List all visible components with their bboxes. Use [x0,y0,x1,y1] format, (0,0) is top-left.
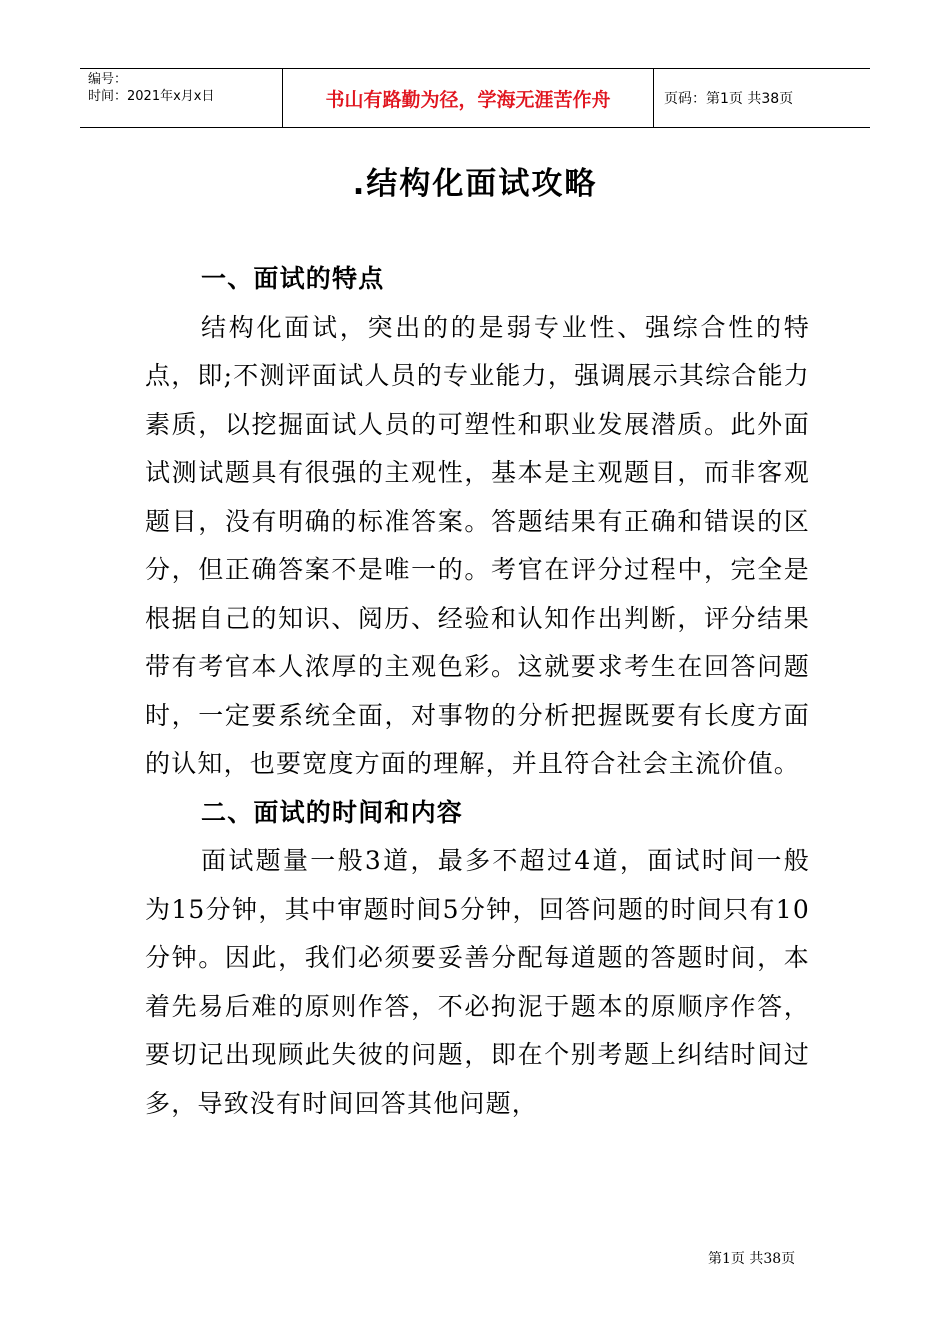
section-paragraph-features: 结构化面试，突出的的是弱专业性、强综合性的特点，即;不测评面试人员的专业能力，强调展示其综合能力素质，以挖掘面试人员的可塑性和职业发展潜质。此外面试测试题具有很强的主观性，基本是主观题目，而非客观题目，没有明确的标准答案。答题结果有正确和错误的区分，但正确答案不是唯一的。考官在评分过程中，完全是根据自己的知识、阅历、经验和认知作出判断，评分结果带有考官本人浓厚的主观色彩。这就要求考生在回答问题时，一定要系统全面，对事物的分析把握既要有长度方面的认知，也要宽度方面的理解，并且符合社会主流价值。 [145,312,810,778]
page-footer: 第1页 共38页 [708,1251,796,1267]
header-meta [80,69,283,127]
time-label: 时间：2021年x月x日 [88,89,215,104]
number-label: 编号： [88,72,128,87]
section-heading-time-content: 二、面试的时间和内容 [201,797,464,827]
page-header [80,68,870,128]
header-motto: 书山有路勤为径，学海无涯苦作舟 [283,69,654,127]
document-title: .结构化面试攻略 [352,166,598,202]
section-heading-features: 一、面试的特点 [201,264,385,293]
header-page-info: 页码：第1页 共38页 [664,91,794,107]
document-body [145,255,810,1128]
section-paragraph-time-content: 面试题量一般3道，最多不超过4道，面试时间一般为15分钟，其中审题时间5分钟，回答问题的时间只有10分钟。因此，我们必须要妥善分配每道题的答题时间，本着先易后难的原则作答，不必拘泥于题本的原顺序作答，要切记出现顾此失彼的问题，即在个别考题上纠结时间过多，导致没有时间回答其他问题， [145,846,810,1118]
